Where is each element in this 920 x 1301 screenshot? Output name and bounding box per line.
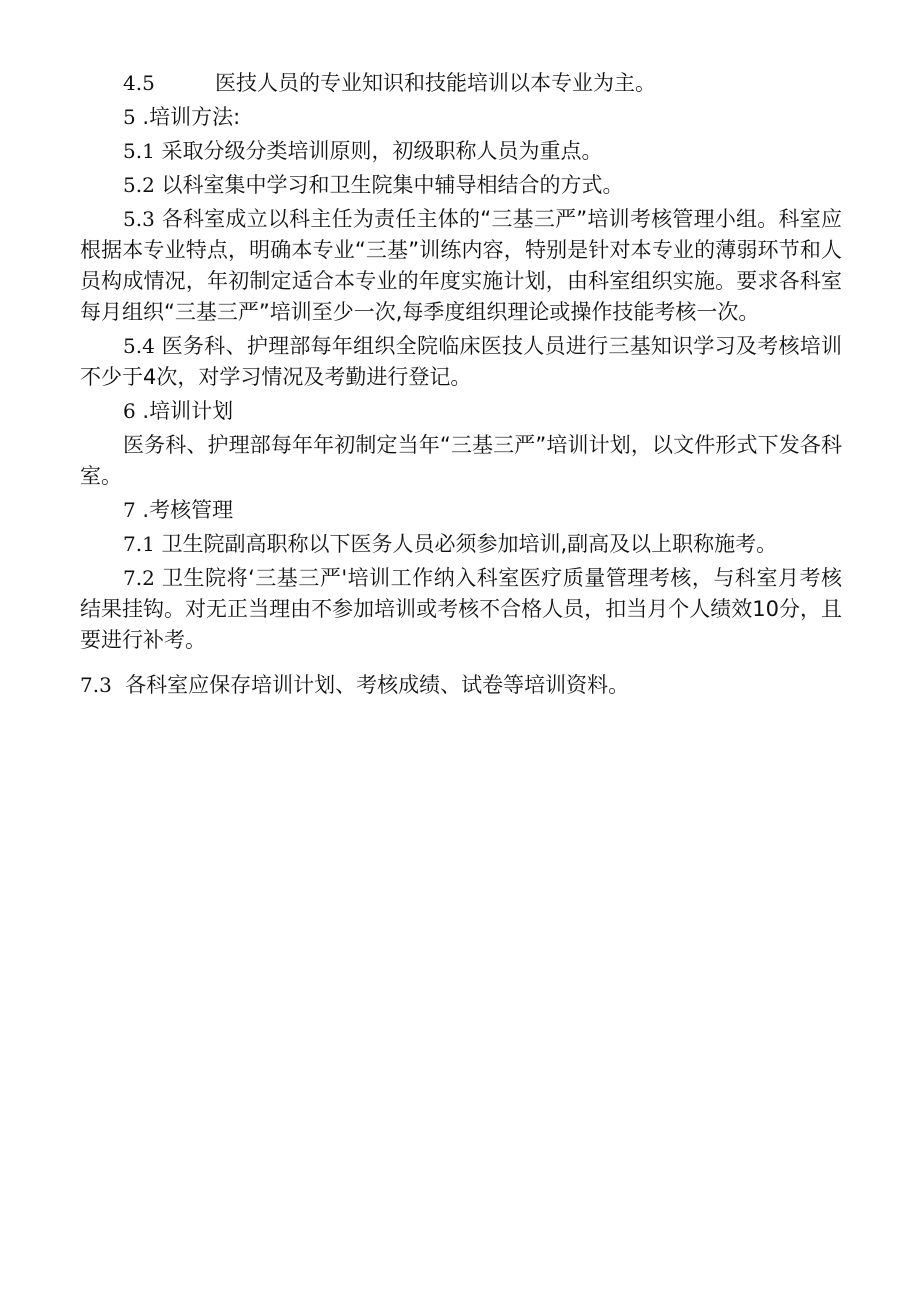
paragraph-text: .培训计划 — [142, 399, 234, 423]
paragraph-text: 采取分级分类培训原则，初级职称人员为重点。 — [161, 139, 603, 163]
section-number: 5.3 — [123, 207, 155, 231]
paragraph-text: 各科室成立以科主任为责任主体的“三基三严”培训考核管理小组。科室应根据本专业特点，明确本专业“三基”训练内容，特别是针对本专业的薄弱环节和人员构成情况，年初制定适合本专业的年度实施计划，由科室组织实施。要求各科室每月组织“三基三严”培训至少一次,每季度组织理论或操作技能考核一次。 — [80, 207, 842, 324]
paragraph-text: 医务科、护理部每年年初制定当年“三基三严”培训计划，以文件形式下发各科室。 — [80, 433, 842, 488]
paragraph-7-1 — [80, 529, 842, 560]
paragraph-text: .培训方法: — [142, 105, 241, 129]
paragraph-5-1 — [80, 136, 842, 167]
paragraph-text: 医务科、护理部每年组织全院临床医技人员进行三基知识学习及考核培训不少于4次，对学习情况及考勤进行登记。 — [80, 334, 842, 389]
section-number: 5.2 — [123, 173, 155, 197]
paragraph-7-2 — [80, 563, 842, 656]
paragraph-6-body — [80, 430, 842, 492]
paragraph-text: 以科室集中学习和卫生院集中辅导相结合的方式。 — [161, 173, 624, 197]
section-number: 7.3 — [80, 673, 112, 697]
heading-5 — [80, 102, 842, 133]
paragraph-5-2 — [80, 170, 842, 201]
paragraph-text: 卫生院副高职称以下医务人员必须参加培训,副高及以上职称施考。 — [161, 532, 778, 556]
section-number: 5.4 — [123, 334, 155, 358]
section-number: 5 — [123, 105, 136, 129]
paragraph-text: 卫生院将‘三基三严'培训工作纳入科室医疗质量管理考核，与科室月考核结果挂钩。对无正当理由不参加培训或考核不合格人员，扣当月个人绩效10分，且要进行补考。 — [80, 566, 842, 652]
section-number: 5.1 — [123, 139, 155, 163]
section-number: 4.5 — [123, 71, 155, 95]
heading-6 — [80, 396, 842, 427]
paragraph-text: 医技人员的专业知识和技能培训以本专业为主。 — [215, 71, 656, 95]
heading-7 — [80, 495, 842, 526]
paragraph-7-3 — [80, 670, 842, 701]
paragraph-4-5 — [80, 68, 842, 99]
paragraph-5-3 — [80, 204, 842, 328]
document-page — [80, 68, 842, 704]
paragraph-text: 各科室应保存培训计划、考核成绩、试卷等培训资料。 — [125, 673, 630, 697]
section-number: 7 — [123, 498, 136, 522]
section-number: 7.1 — [123, 532, 155, 556]
paragraph-text: .考核管理 — [142, 498, 234, 522]
section-number: 7.2 — [123, 566, 155, 590]
section-number: 6 — [123, 399, 136, 423]
paragraph-5-4 — [80, 331, 842, 393]
